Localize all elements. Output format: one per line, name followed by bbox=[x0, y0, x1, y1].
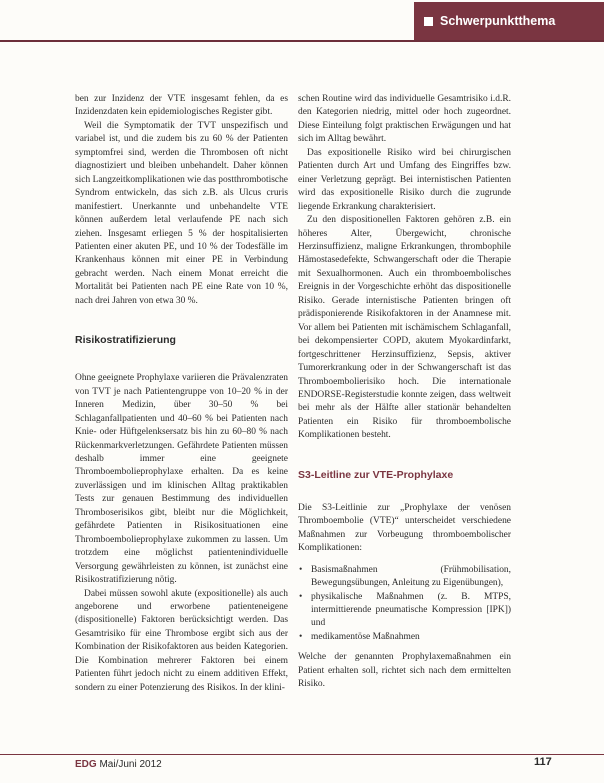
square-bullet-icon bbox=[424, 17, 433, 26]
left-paragraph-4: Dabei müssen sowohl akute (expositionelle) als auch angeborene und erworbene patienteneigene (dispositionelle) Faktoren berücksichtigt werden. Das Gesamtrisiko für eine Thrombose ergibt sich aus der Kombination der Risikofaktoren aus beiden Kategorien. Die Kombination mehrerer Faktoren bei einem Patienten führt jedoch nicht zu einem additiven Effekt, sondern zu einer Potenzierung des Risikos. In der klini- bbox=[75, 588, 288, 693]
right-column bbox=[298, 93, 511, 692]
right-paragraph-1: schen Routine wird das individuelle Gesamtrisiko i.d.R. den Kategorien niedrig, mittel oder hoch zugeordnet. Diese Einteilung folgt praktischen Erwägungen und hat sich im Alltag bewährt. bbox=[298, 94, 511, 145]
right-paragraph-4: Die S3-Leitlinie zur „Prophylaxe der venösen Thromboembolie (VTE)“ unterscheidet verschiedene Maßnahmen zur Vorbeugung thromboembolischer Komplikationen: bbox=[298, 502, 511, 554]
left-paragraph-3: Ohne geeignete Prophylaxe variieren die Prävalenzraten von TVT je nach Patientengruppe von 10–20 % in der Inneren Medizin, über 30–50 % bei Schlaganfallpatienten und 40–60 % bei Patienten nach Knie- oder Hüftgelenksersatz bis hin zu 60–80 % nach Rückenmarkverletzungen. Gefährdete Patienten müssen deshalb immer eine geeignete Thromboembolieprophylaxe erhalten. Da es keine zuverlässigen und im klinischen Alltag praktikablen Tests zur genauen Bestimmung des individuellen Thromboserisikos gibt, bleibt nur die Möglichkeit, gefährdete Patienten in Risikosituationen eine Thromboembolieprophylaxe zukommen zu lassen. Um trotzdem eine möglichst patientenindividuelle Versorgung gewährleisten zu können, ist zunächst eine Risikostratifizierung nötig. bbox=[75, 373, 288, 586]
journal-issue: Mai/Juni 2012 bbox=[99, 759, 162, 770]
section-label bbox=[414, 2, 604, 40]
right-paragraph-3: Zu den dispositionellen Faktoren gehören z.B. ein höheres Alter, Übergewicht, chronische Herzinsuffizienz, maligne Erkrankungen, thrombophile Hämostasedefekte, Schwangerschaft oder die Therapie mit Sexualhormonen. Auch ein thromboembolisches Ereignis in der Vorgeschichte erhöht das dispositionelle Risiko. Gerade internistische Patienten bringen oft prädisponierende Risikofaktoren in der Anamnese mit. Vor allem bei Patienten mit ischämischem Schlaganfall, bei dekompensierter COPD, akutem Myokardinfarkt, fortgeschrittener Herzinsuffizienz, Sepsis, aktiver Tumorerkrankung oder in der Schwangerschaft ist das Thromboembolierisiko hoch. Die internationale ENDORSE-Registerstudie konnte zeigen, dass weltweit bei mehr als der Hälfte aller stationär behandelten Patienten ein Risiko für thromboembolische Komplikationen besteht. bbox=[298, 215, 511, 441]
right-paragraph-2: Das expositionelle Risiko wird bei chirurgischen Patienten durch Art und Umfang des Eingriffes bzw. einer Verletzung geprägt. Bei internistischen Patienten wird das expositionelle Risiko durch die zugrunde liegende Erkrankung charakterisiert. bbox=[298, 147, 511, 212]
left-paragraph-2: Weil die Symptomatik der TVT unspezifisch und variabel ist, und die zudem bis zu 60 % der Patienten symptomfrei sind, werden die Thrombosen oft nicht diagnostiziert und bleiben unbehandelt. Daher können sich Langzeitkomplikationen wie das postthrombotische Syndrom entwickeln, das sich z.B. als Ulcus cruris manifestiert. Unerkannte und unbehandelte VTE können außerdem letal verlaufende PE nach sich ziehen. Insgesamt erliegen 5 % der hospitalisierten Patienten einer akuten PE, und 10 % der Todesfälle im Krankenhaus können mit einer PE in Verbindung gebracht werden. Nach einem Monat erreicht die Mortalität bei Patienten nach PE eine Rate von 10 %, nach drei Jahren von etwa 30 %. bbox=[75, 120, 288, 306]
list-item: • medikamentöse Maßnahmen bbox=[298, 631, 511, 644]
journal-brand: EDG bbox=[75, 759, 97, 770]
heading-risikostratifizierung: Risikostratifizierung bbox=[75, 334, 176, 347]
footer-rule bbox=[0, 754, 604, 755]
heading-s3-leitlinie: S3-Leitline zur VTE-Prophylaxe bbox=[298, 468, 454, 481]
measures-list bbox=[298, 564, 511, 645]
list-item: • Basismaßnahmen (Frühmobilisation, Bewegungsübungen, Anleitung zu Eigenübungen), bbox=[298, 564, 511, 591]
page-number: 117 bbox=[534, 756, 552, 768]
section-label-text: Schwerpunktthema bbox=[440, 14, 556, 28]
left-paragraph-1: ben zur Inzidenz der VTE insgesamt fehlen, da es Inzidenzdaten kein epidemiologisches Register gibt. bbox=[75, 94, 288, 118]
header-rule bbox=[0, 40, 604, 42]
right-paragraph-5: Welche der genannten Prophylaxemaßnahmen ein Patient erhalten soll, richtet sich nach dem ermittelten Risiko. bbox=[298, 652, 511, 690]
footer-journal bbox=[75, 759, 162, 770]
list-item: • physikalische Maßnahmen (z. B. MTPS, intermittierende pneumatische Kompression [IPK]) und bbox=[298, 591, 511, 631]
left-column bbox=[75, 93, 288, 695]
